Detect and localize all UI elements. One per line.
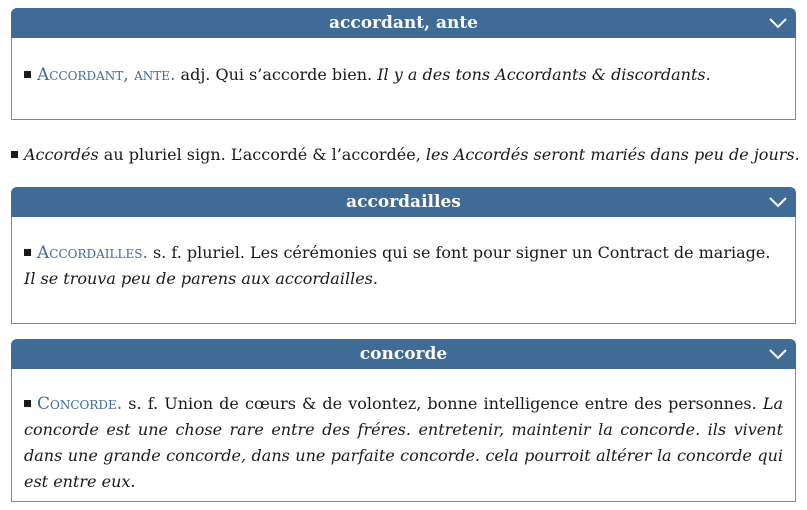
definition: s. f. Union de cœurs & de volontez, bonne intelligence entre des personnes. [122,394,763,413]
entry-body-accordailles [11,217,796,324]
definition: adj. Qui s’accorde bien. [175,65,378,84]
entry-body-concorde [11,369,796,502]
headword: Accordant, ante. [37,65,176,85]
entry-header-accordant[interactable] [11,8,796,38]
chevron-down-icon[interactable] [768,16,788,30]
square-bullet-icon [11,151,18,158]
standalone-sense [11,143,800,167]
entry-panel-accordailles [11,187,796,324]
entry-title: concorde [359,344,448,364]
entry-title: accordailles [346,192,461,212]
chevron-down-icon[interactable] [768,195,788,209]
entry-title: accordant, ante [328,13,478,33]
headword: Accordailles. [37,243,148,263]
example: Il se trouva peu de parens aux accordailles. [24,269,378,288]
entry-panel-accordant [11,8,796,120]
standalone-example: les Accordés seront mariés dans peu de jours. [425,145,800,164]
square-bullet-icon [24,400,31,407]
headword: Concorde. [37,394,123,414]
definition: s. f. pluriel. Les cérémonies qui se font pour signer un Contract de mariage. [147,243,771,262]
entry-body-accordant [11,38,796,120]
chevron-down-icon[interactable] [768,347,788,361]
standalone-text: au pluriel sign. L’accordé & l’accordée, [98,145,426,164]
standalone-term: Accordés [24,145,99,164]
example: La concorde est une chose rare entre des fréres. entretenir, maintenir la concorde. ils vivent dans une grande concorde, dans une parfaite concorde. cela pourroit altérer la concorde qui est entre eux. [24,394,783,491]
entry-panel-concorde [11,339,796,502]
square-bullet-icon [24,249,31,256]
entry-header-concorde[interactable] [11,339,796,369]
example: Il y a des tons Accordants & discordants. [377,65,711,84]
entry-header-accordailles[interactable] [11,187,796,217]
square-bullet-icon [24,71,31,78]
